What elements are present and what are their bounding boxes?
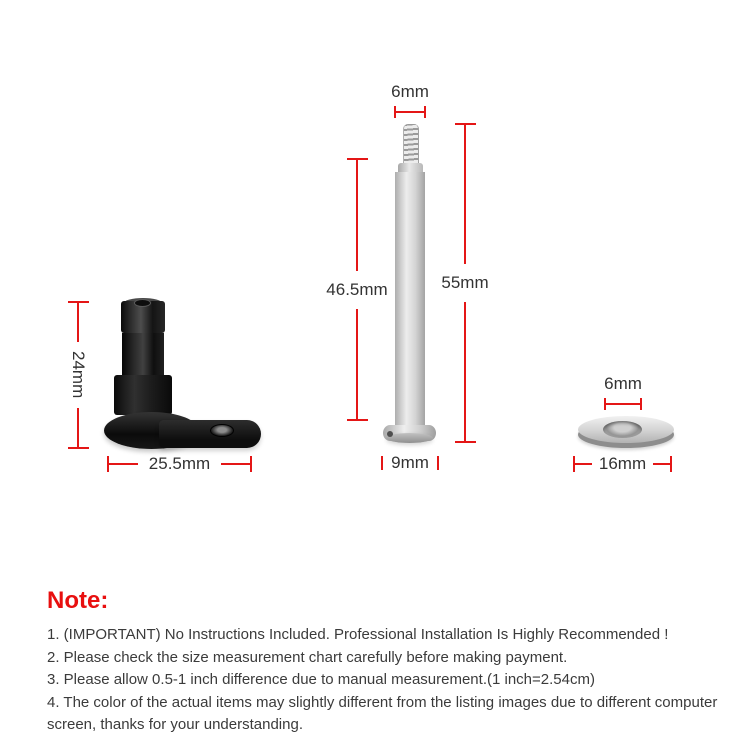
dimension-tick [250,456,252,472]
dimension-line [653,463,670,465]
washer-part-image [577,414,675,450]
dimension-rod-total-length [437,123,493,443]
dimension-tick [455,441,476,443]
note-title: Note: [47,587,109,614]
washer-hole [603,421,642,438]
dimension-washer-outer [573,454,672,474]
dimension-label-washer-hole: 6mm [604,374,642,393]
dimension-tick [347,419,368,421]
rod-shaft [395,172,425,425]
bracket-nut-hole [134,299,151,307]
dimension-line [77,303,79,342]
dimension-label-rod-thread: 6mm [391,82,429,101]
dimension-line [575,463,592,465]
dimension-washer-hole [597,374,649,410]
dimension-tick [68,447,89,449]
note-item-1: 1. (IMPORTANT) No Instructions Included. Professional Installation Is Highly Recommended ! [47,626,669,643]
note-item-3: 3. Please allow 0.5-1 inch difference due to manual measurement.(1 inch=2.54cm) [47,671,595,688]
bracket-part-image [104,298,262,450]
rod-base-bottom [386,433,433,443]
bracket-lower-cylinder [114,375,172,415]
dimension-rod-shaft-length [324,158,390,421]
rod-base-hole [387,431,393,437]
dimension-tick [437,456,439,470]
dimension-bracket [604,398,642,410]
dimension-bracket-width [107,454,252,474]
note-item-4: 4. The color of the actual items may slightly different from the listing images due to different computer screen, thanks for your understanding. [47,693,718,733]
dimension-line [109,463,138,465]
dimension-line [77,408,79,447]
dimension-label-washer-outer: 16mm [598,454,647,473]
dimension-line [221,463,250,465]
dimension-bracket [394,106,426,118]
rod-threaded-tip [403,124,419,163]
dimension-line [356,160,358,271]
dimension-label-bracket-height: 24mm [69,351,88,399]
dimension-rod-base [381,453,439,473]
dimension-tick [670,456,672,472]
dimension-label-rod-base: 9mm [391,453,429,472]
rod-part-image [383,120,436,445]
bracket-mid-cylinder [122,333,164,375]
dimension-rod-thread [384,82,436,118]
bracket-base-tab [159,420,261,448]
note-section [47,587,747,737]
dimension-line [464,125,466,264]
dimension-label-bracket-width: 25.5mm [148,454,211,473]
dimension-line [464,302,466,441]
note-item-2: 2. Please check the size measurement chart carefully before making payment. [47,648,568,666]
bracket-base-hole [210,424,234,437]
rod-collar [398,163,423,172]
dimension-label-rod-total: 55mm [441,273,489,292]
dimension-label-rod-shaft: 46.5mm [326,279,388,299]
dimension-line [356,309,358,420]
dimension-bracket-height [59,301,97,449]
